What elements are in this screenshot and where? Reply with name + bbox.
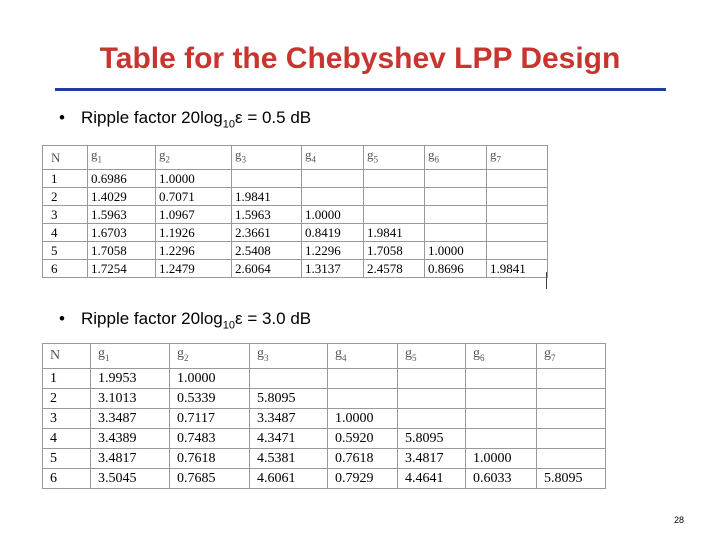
coefficient-cell <box>425 205 487 223</box>
table-header-row <box>43 344 606 369</box>
coefficient-cell: 0.7618 <box>170 448 250 468</box>
coefficient-cell <box>232 169 302 187</box>
coefficient-cell <box>537 428 606 448</box>
coefficient-cell <box>364 169 425 187</box>
ripple-line-0.5db <box>59 108 311 130</box>
column-header: $g_4$ <box>302 146 364 170</box>
coefficient-cell: 1.9841 <box>487 259 548 277</box>
coefficient-cell: 0.5920 <box>328 428 398 448</box>
coefficient-cell: 1.3137 <box>302 259 364 277</box>
coefficient-cell: 1.6703 <box>88 223 156 241</box>
coefficient-cell: 4.6061 <box>250 468 328 488</box>
coefficient-cell: 3.4389 <box>91 428 170 448</box>
column-header: $g_5$ <box>398 344 466 369</box>
coefficient-cell: 1.9841 <box>232 187 302 205</box>
coefficient-cell: 2.3661 <box>232 223 302 241</box>
coefficient-cell <box>466 388 537 408</box>
order-cell: 4 <box>43 428 91 448</box>
coefficient-cell: 0.7929 <box>328 468 398 488</box>
coefficient-cell <box>487 187 548 205</box>
page-number: 28 <box>674 515 685 525</box>
column-header: $g_6$ <box>466 344 537 369</box>
coefficient-cell <box>328 388 398 408</box>
coefficient-cell: 0.7071 <box>156 187 232 205</box>
order-cell: 1 <box>43 169 88 187</box>
coefficient-cell: 3.5045 <box>91 468 170 488</box>
coefficient-cell: 1.2296 <box>156 241 232 259</box>
table-row <box>43 169 548 187</box>
coefficient-cell: 1.4029 <box>88 187 156 205</box>
coefficient-cell: 0.6033 <box>466 468 537 488</box>
coefficient-cell <box>364 187 425 205</box>
column-header: $g_6$ <box>425 146 487 170</box>
coefficient-cell: 0.8419 <box>302 223 364 241</box>
coefficient-cell <box>487 205 548 223</box>
coefficient-cell: 1.0000 <box>466 448 537 468</box>
coefficient-cell <box>250 368 328 388</box>
ripple-suffix: ε = 3.0 dB <box>235 309 312 328</box>
order-cell: 6 <box>43 259 88 277</box>
ripple-line-3.0db <box>59 309 311 331</box>
coefficient-cell <box>537 408 606 428</box>
coefficient-cell <box>364 205 425 223</box>
coefficient-cell: 2.6064 <box>232 259 302 277</box>
column-header: N <box>43 344 91 369</box>
coefficient-cell: 1.7058 <box>88 241 156 259</box>
order-cell: 3 <box>43 408 91 428</box>
table-row <box>43 205 548 223</box>
coefficient-cell <box>466 368 537 388</box>
coefficient-cell: 1.1926 <box>156 223 232 241</box>
order-cell: 1 <box>43 368 91 388</box>
coefficient-cell: 1.0000 <box>170 368 250 388</box>
coefficient-cell <box>398 368 466 388</box>
coefficient-cell: 4.5381 <box>250 448 328 468</box>
table-row <box>43 468 606 488</box>
coefficient-cell <box>425 169 487 187</box>
table-edge-line <box>546 272 547 289</box>
order-cell: 2 <box>43 187 88 205</box>
column-header: $g_3$ <box>250 344 328 369</box>
coefficient-cell: 2.5408 <box>232 241 302 259</box>
ripple-prefix: Ripple factor 20log <box>81 309 223 328</box>
coefficient-cell: 1.7058 <box>364 241 425 259</box>
coefficient-cell <box>487 241 548 259</box>
column-header: N <box>43 146 88 170</box>
slide-title: Table for the Chebyshev LPP Design <box>99 42 621 75</box>
order-cell: 3 <box>43 205 88 223</box>
coefficient-cell <box>328 368 398 388</box>
table-row <box>43 241 548 259</box>
coefficient-cell <box>487 169 548 187</box>
coefficient-cell: 3.3487 <box>91 408 170 428</box>
ripple-suffix: ε = 0.5 dB <box>235 108 312 127</box>
bullet-dot: • <box>59 309 65 328</box>
coefficient-cell: 3.1013 <box>91 388 170 408</box>
coefficient-cell: 0.6986 <box>88 169 156 187</box>
coefficient-cell: 1.9953 <box>91 368 170 388</box>
table-row <box>43 448 606 468</box>
bullet-dot: • <box>59 108 65 127</box>
column-header: $g_3$ <box>232 146 302 170</box>
coefficient-cell <box>487 223 548 241</box>
ripple-prefix: Ripple factor 20log <box>81 108 223 127</box>
order-cell: 5 <box>43 241 88 259</box>
column-header: $g_1$ <box>88 146 156 170</box>
coefficient-cell: 4.4641 <box>398 468 466 488</box>
coefficient-cell <box>425 223 487 241</box>
coefficient-cell: 4.3471 <box>250 428 328 448</box>
column-header: $g_1$ <box>91 344 170 369</box>
table-header-row <box>43 146 548 170</box>
coefficient-cell: 0.7685 <box>170 468 250 488</box>
coefficient-cell <box>425 187 487 205</box>
coefficient-cell: 0.7117 <box>170 408 250 428</box>
coefficient-cell: 1.9841 <box>364 223 425 241</box>
table-row <box>43 368 606 388</box>
column-header: $g_2$ <box>170 344 250 369</box>
coefficient-cell: 3.3487 <box>250 408 328 428</box>
coefficient-cell <box>537 368 606 388</box>
coefficient-cell: 1.0967 <box>156 205 232 223</box>
coefficient-cell: 0.7618 <box>328 448 398 468</box>
order-cell: 6 <box>43 468 91 488</box>
coefficient-cell <box>537 388 606 408</box>
coefficient-cell: 1.0000 <box>328 408 398 428</box>
coefficient-cell <box>302 169 364 187</box>
coefficient-cell: 1.0000 <box>425 241 487 259</box>
coefficient-cell: 1.2296 <box>302 241 364 259</box>
title-underline <box>55 88 666 91</box>
coefficient-cell: 3.4817 <box>398 448 466 468</box>
table-row <box>43 259 548 277</box>
coefficient-cell <box>466 408 537 428</box>
coefficient-cell: 0.5339 <box>170 388 250 408</box>
column-header: $g_7$ <box>487 146 548 170</box>
order-cell: 2 <box>43 388 91 408</box>
table-row <box>43 408 606 428</box>
coefficient-cell <box>302 187 364 205</box>
order-cell: 5 <box>43 448 91 468</box>
coefficient-cell: 1.0000 <box>302 205 364 223</box>
coefficient-cell: 5.8095 <box>398 428 466 448</box>
column-header: $g_5$ <box>364 146 425 170</box>
column-header: $g_7$ <box>537 344 606 369</box>
chebyshev-table-3.0db <box>42 343 606 489</box>
coefficient-cell: 1.2479 <box>156 259 232 277</box>
coefficient-cell <box>537 448 606 468</box>
ripple-subscript: 10 <box>222 118 236 131</box>
coefficient-cell <box>398 388 466 408</box>
column-header: $g_4$ <box>328 344 398 369</box>
coefficient-cell: 1.5963 <box>88 205 156 223</box>
column-header: $g_2$ <box>156 146 232 170</box>
coefficient-cell: 2.4578 <box>364 259 425 277</box>
coefficient-cell: 1.7254 <box>88 259 156 277</box>
coefficient-cell: 5.8095 <box>537 468 606 488</box>
coefficient-cell: 3.4817 <box>91 448 170 468</box>
coefficient-cell: 5.8095 <box>250 388 328 408</box>
chebyshev-table-0.5db <box>42 145 548 278</box>
coefficient-cell: 0.8696 <box>425 259 487 277</box>
coefficient-cell <box>398 408 466 428</box>
coefficient-cell: 0.7483 <box>170 428 250 448</box>
coefficient-cell: 1.0000 <box>156 169 232 187</box>
coefficient-cell <box>466 428 537 448</box>
table-row <box>43 388 606 408</box>
table-row <box>43 187 548 205</box>
coefficient-cell: 1.5963 <box>232 205 302 223</box>
ripple-subscript: 10 <box>222 319 236 332</box>
table-row <box>43 428 606 448</box>
order-cell: 4 <box>43 223 88 241</box>
table-row <box>43 223 548 241</box>
